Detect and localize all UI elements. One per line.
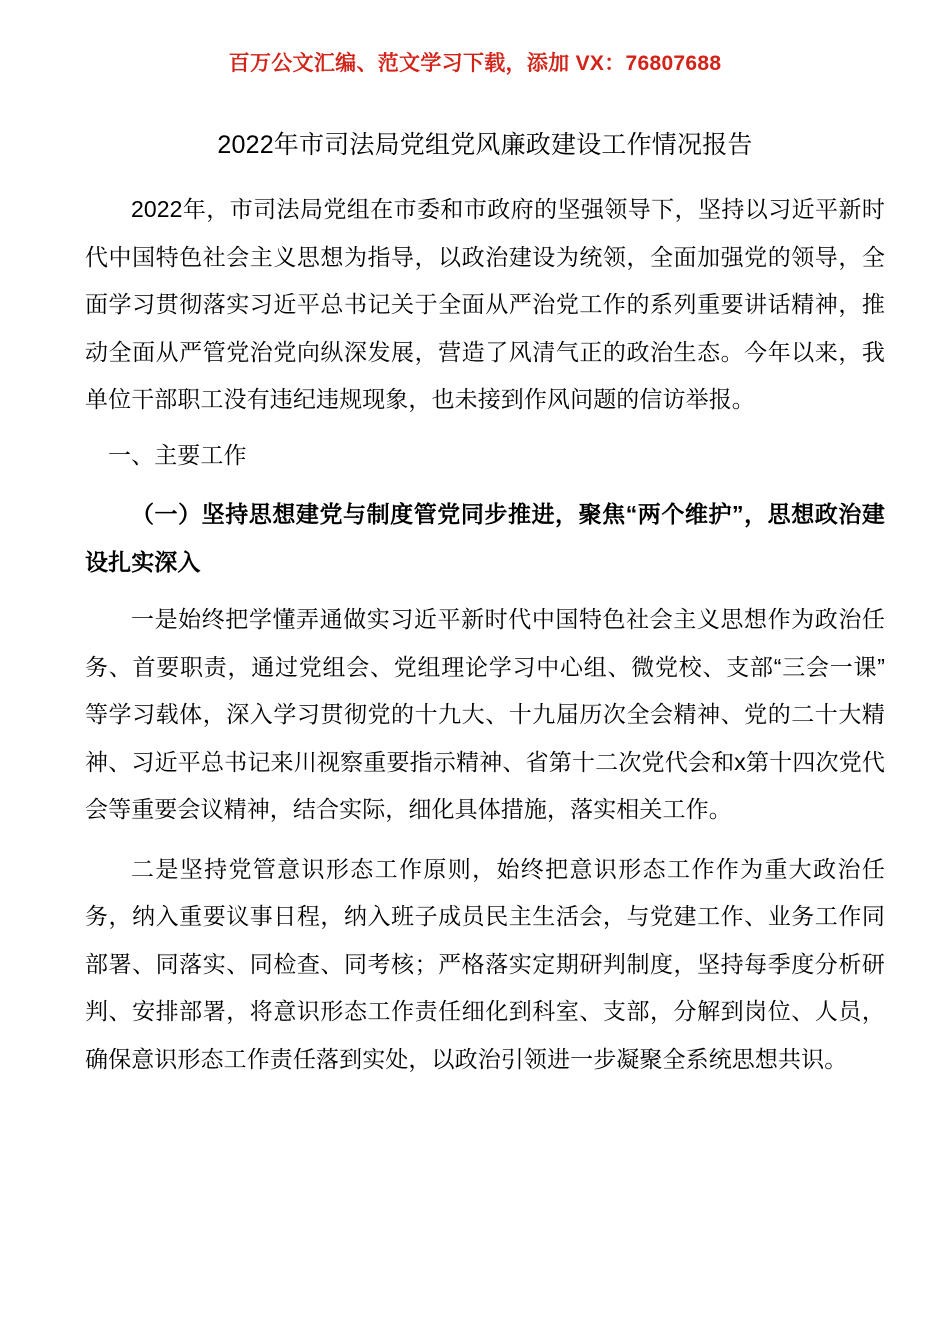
document-title: 2022年市司法局党组党风廉政建设工作情况报告 <box>217 131 753 159</box>
document-body <box>85 186 885 1083</box>
paragraph-item-one: 一是始终把学懂弄通做实习近平新时代中国特色社会主义思想作为政治任务、首要职责，通过党组会、党组理论学习中心组、微党校、支部“三会一课”等学习载体，深入学习贯彻党的十九大、十九届历次全会精神、党的二十大精神、习近平总书记来川视察重要指示精神、省第十二次党代会和x第十四次党代会等重要会议精神，结合实际，细化具体措施，落实相关工作。 <box>85 606 885 822</box>
promo-watermark: 百万公文汇编、范文学习下载，添加 VX：76807688 <box>228 52 722 75</box>
section-heading-main-work: 一、主要工作 <box>108 441 247 468</box>
paragraph-item-two: 二是坚持党管意识形态工作原则，始终把意识形态工作作为重大政治任务，纳入重要议事日程，纳入班子成员民主生活会，与党建工作、业务工作同部署、同落实、同检查、同考核；严格落实定期研判制度，坚持每季度分析研判、安排部署，将意识形态工作责任细化到科室、支部，分解到岗位、人员，确保意识形态工作责任落到实处，以政治引领进一步凝聚全系统思想共识。 <box>85 855 885 1072</box>
paragraph-intro: 2022年，市司法局党组在市委和市政府的坚强领导下，坚持以习近平新时代中国特色社会主义思想为指导，以政治建设为统领，全面加强党的领导，全面学习贯彻落实习近平总书记关于全面从严治党工作的系列重要讲话精神，推动全面从严管党治党向纵深发展，营造了风清气正的政治生态。今年以来，我单位干部职工没有违纪违规现象，也未接到作风问题的信访举报。 <box>85 196 885 412</box>
subsection-heading-one: （一）坚持思想建党与制度管党同步推进，聚焦“两个维护”，思想政治建设扎实深入 <box>85 501 885 575</box>
